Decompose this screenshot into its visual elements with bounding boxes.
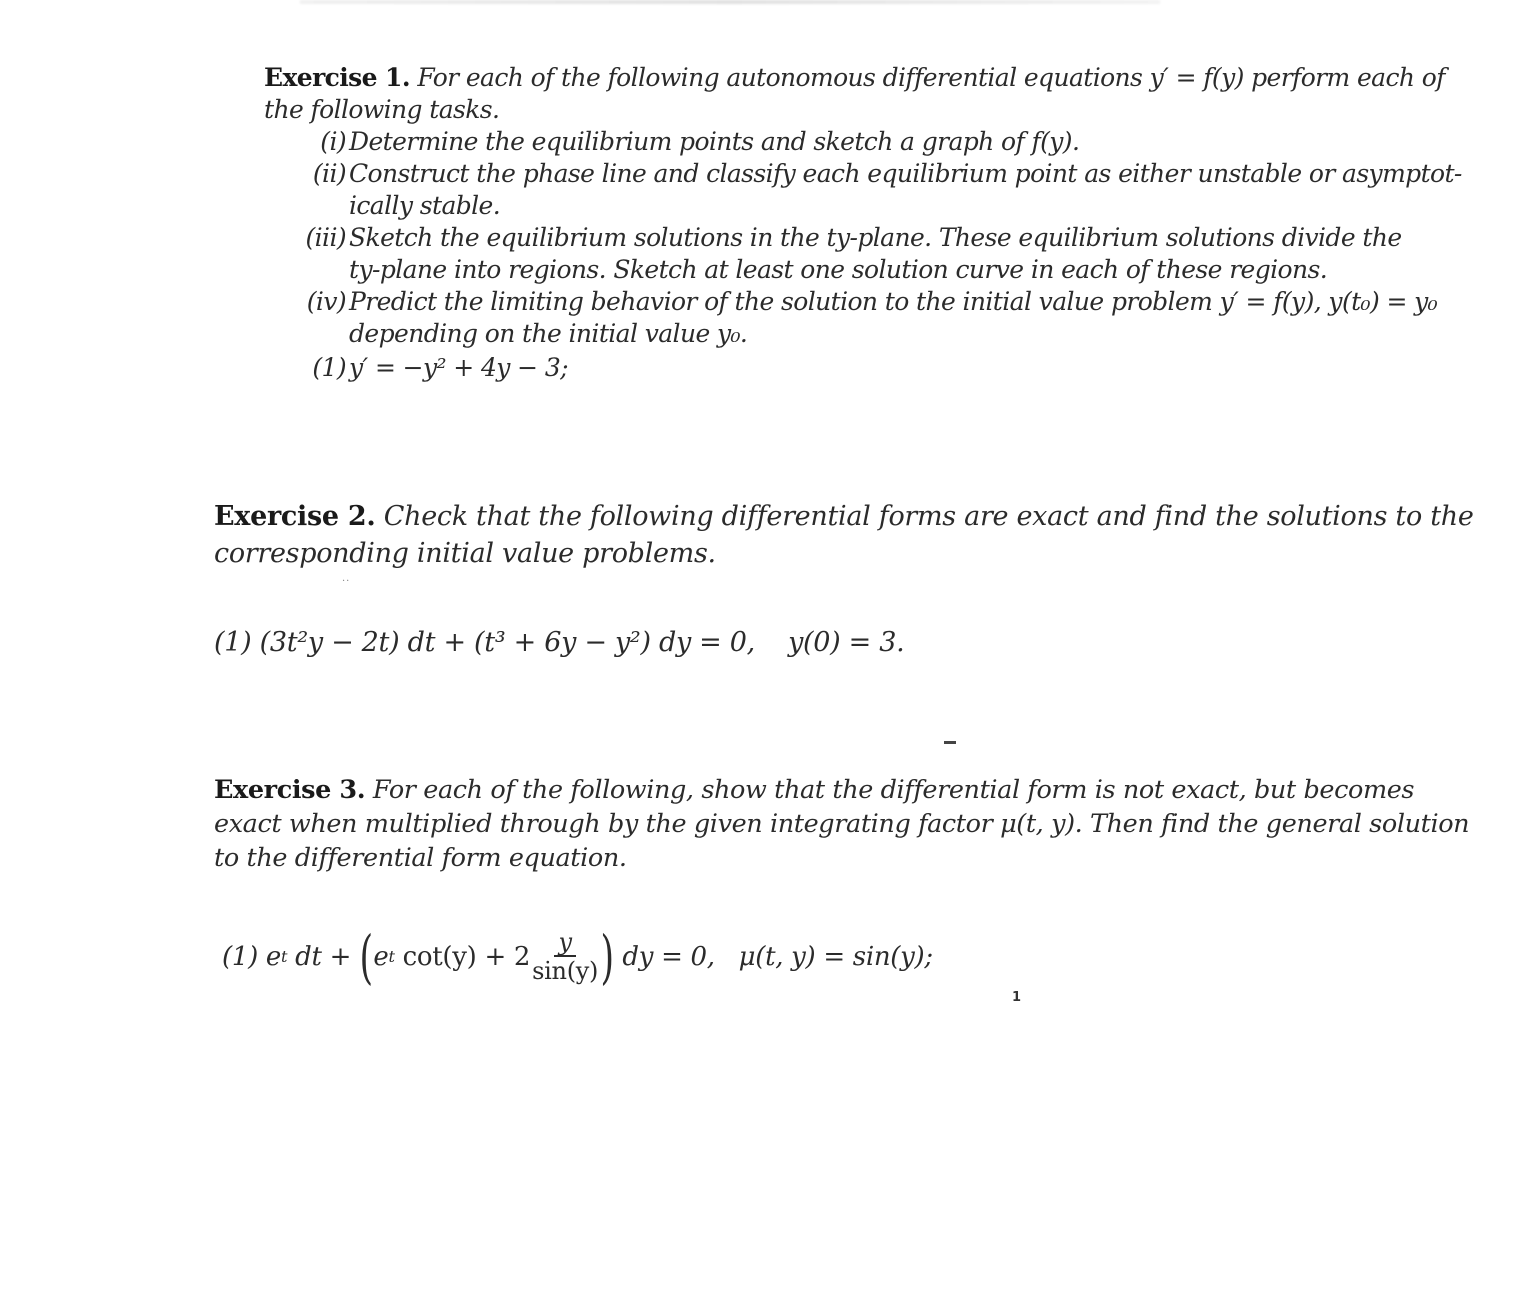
task-label: (i)	[320, 127, 346, 156]
exercise-1-intro	[264, 62, 1445, 94]
cropped-text-remnant	[300, 0, 1160, 4]
exercise-3-intro	[214, 773, 1415, 807]
exercise-3-intro-line2: exact when multiplied through by the given integrating factor μ(t, y). Then find the general solution	[214, 809, 1470, 839]
problem-equation: (3t²y − 2t) dt + (t³ + 6y − y²) dy = 0,	[259, 627, 755, 658]
right-paren: )	[600, 923, 614, 991]
exercise-3-problem: (1) e t dt + ( e t cot(y) + 2 $\frac{y}{\sin(y)}$ ) dy = 0, μ(t, y) = sin(y);	[222, 923, 933, 991]
task-text: Construct the phase line and classify each equilibrium point as either unstable or asymptot-	[349, 159, 1462, 188]
eq-dy: dy = 0,	[614, 942, 715, 972]
exercise-3	[214, 773, 1470, 875]
fraction-denominator: sin(y)	[532, 957, 599, 985]
eq-term-e: e	[265, 942, 281, 972]
task-list	[264, 126, 1462, 384]
stray-mark	[944, 741, 956, 744]
exercise-3-intro-line1: For each of the following, show that the differential form is not exact, but becomes	[372, 775, 1415, 805]
eq-term-e: e	[373, 942, 389, 972]
page-number: 1	[1012, 990, 1022, 1005]
task-label: (iv)	[306, 287, 346, 316]
task-item	[264, 126, 1364, 158]
exercise-1-title: Exercise 1.	[264, 63, 410, 92]
task-text: Predict the limiting behavior of the solution to the initial value problem y′ = f(y), y(t₀) = y₀	[349, 287, 1438, 316]
problem-equation: y′ = −y² + 4y − 3;	[349, 353, 568, 382]
problem-label: (1)	[214, 627, 252, 658]
problem-item	[264, 352, 1364, 384]
task-item	[264, 158, 1462, 222]
initial-condition: y(0) = 3.	[788, 627, 905, 658]
exercise-1-intro-line1: For each of the following autonomous differential equations y′ = f(y) perform each of	[417, 63, 1445, 92]
exercise-3-title: Exercise 3.	[214, 775, 366, 805]
exercise-2-problem	[214, 627, 904, 658]
task-item	[264, 222, 1402, 286]
task-text-cont: ically stable.	[349, 191, 501, 220]
exercise-2-intro	[214, 498, 1474, 535]
fraction	[532, 929, 598, 985]
exercise-3-intro-line3: to the differential form equation.	[214, 843, 627, 873]
task-label: (iii)	[305, 223, 346, 252]
exercise-2-title: Exercise 2.	[214, 501, 376, 532]
task-text: Determine the equilibrium points and sketch a graph of f(y).	[349, 127, 1080, 156]
task-text-cont: ty-plane into regions. Sketch at least one solution curve in each of these regions.	[349, 255, 1328, 284]
stray-mark: ··	[342, 576, 351, 587]
task-text: Sketch the equilibrium solutions in the ty-plane. These equilibrium solutions divide the	[349, 223, 1402, 252]
fraction-numerator: y	[554, 929, 575, 957]
exercise-2	[214, 498, 1474, 572]
eq-dt: dt +	[287, 942, 360, 972]
exercise-1-intro-line2: the following tasks.	[264, 95, 500, 124]
task-label: (ii)	[312, 159, 346, 188]
exercise-1	[264, 62, 1462, 384]
integrating-factor: μ(t, y) = sin(y);	[738, 942, 933, 972]
eq-cot-term: cot(y) + 2	[394, 942, 531, 972]
exercise-2-intro-line2: corresponding initial value problems.	[214, 538, 716, 569]
exercise-2-intro-line1: Check that the following differential forms are exact and find the solutions to the	[383, 501, 1474, 532]
task-item	[264, 286, 1438, 350]
left-paren: (	[359, 923, 373, 991]
task-text-cont: depending on the initial value y₀.	[349, 319, 748, 348]
problem-label: (1)	[312, 353, 346, 382]
problem-label: (1)	[222, 942, 258, 972]
